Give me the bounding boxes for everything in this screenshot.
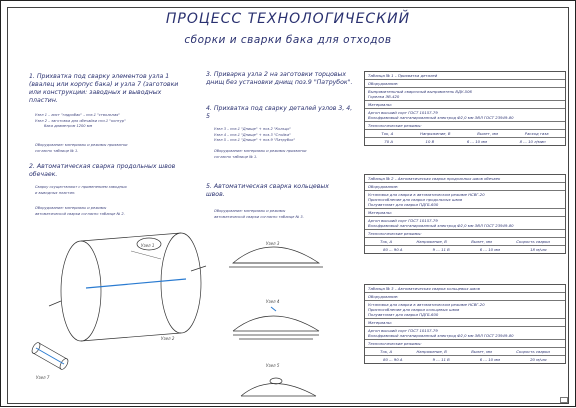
val: 18 м/час bbox=[530, 247, 547, 252]
table3-title: Таблица № 3 – Автоматическая сварка кольцевых швов bbox=[365, 285, 565, 293]
table1-mat: Аргон высший сорт ГОСТ 10157-79 Вольфрамовый лантанированный электрод Ф2,0 мм ЭВЛ ГОСТ 23949-80 bbox=[365, 109, 565, 122]
table2-mat-heading: Материалы: bbox=[365, 209, 565, 217]
tank-cylinder-drawing bbox=[49, 233, 206, 341]
table3-mat-heading: Материалы: bbox=[365, 319, 565, 327]
table2-mat: Аргон высший сорт ГОСТ 10157-79 Вольфрамовый лантанированный электрод Ф2,0 мм ЭВЛ ГОСТ 23949-80 bbox=[365, 217, 565, 230]
table1 bbox=[364, 71, 566, 146]
val: 6 ... 10 мм bbox=[479, 357, 501, 362]
label-node4: Узел 4 bbox=[266, 299, 280, 304]
val: 20 м/час bbox=[530, 357, 547, 362]
col: Напряжение, В bbox=[420, 131, 451, 136]
table3-equip: Установка для сварки в автоматическом режиме НСВГ-20 Приспособление для сварки кольцевых швов Полуавтомат для сварки ПДГБ-600 bbox=[365, 301, 565, 319]
col: Расход газа bbox=[524, 131, 549, 136]
table3-equip-heading: Оборудование: bbox=[365, 293, 565, 301]
col: Ток, А bbox=[380, 349, 393, 354]
val: 80 ... 90 А bbox=[383, 247, 403, 252]
section1-details: Узел 1 – лист "гидробак" – поз.1 "ствольная" Узел 2 – заготовка для обечайки поз.1 "контур" бака диаметром 1200 мм bbox=[35, 113, 126, 128]
label-node2: Узел 2 bbox=[161, 336, 175, 341]
val: 10 В bbox=[425, 139, 435, 144]
col: Скорость сварки bbox=[516, 349, 550, 354]
page-title: ПРОЦЕСС ТЕХНОЛОГИЧЕСКИЙ bbox=[165, 11, 411, 27]
table2 bbox=[364, 174, 566, 254]
table2-cols bbox=[365, 238, 565, 246]
table1-equip-heading: Оборудование: bbox=[365, 80, 565, 88]
table2-mode-heading: Технологические режимы: bbox=[365, 230, 565, 238]
table2-equip: Установка для сварки в автоматическом режиме НСВГ-20 Приспособление для сварки продольных швов Полуавтомат для сварки ПДГБ-600 bbox=[365, 191, 565, 209]
col: Ток, А bbox=[380, 239, 393, 244]
table1-mat-heading: Материалы: bbox=[365, 101, 565, 109]
section5-heading: 5. Автоматическая сварка кольцевых швов. bbox=[206, 183, 329, 198]
col: Вылет, мм bbox=[471, 239, 492, 244]
section4-details: Узел 3 – поз.1 "Днище" + поз.2 "Кольцо" Узел 4 – поз.1 "Днище" + поз.3 "Стойка" Узел 5 – поз.1 "Днище" + поз.9 "Патрубок" bbox=[214, 127, 296, 142]
section3-heading: 3. Приварка узла 2 на заготовки торцовых днищ без установки днищ поз.9 "Патрубок". bbox=[206, 71, 353, 86]
corner-stamp bbox=[560, 397, 568, 403]
section4-heading: 4. Прихватка под сварку деталей узлов 3, 4, 5 bbox=[206, 105, 353, 120]
table2-equip-heading: Оборудование: bbox=[365, 183, 565, 191]
table1-vals bbox=[365, 138, 565, 145]
table2-title: Таблица № 2 – Автоматическая сварка продольных швов обечаек bbox=[365, 175, 565, 183]
table1-mode-heading: Технологические режимы: bbox=[365, 122, 565, 130]
col: Вылет, мм bbox=[471, 349, 492, 354]
val: 6 ... 10 мм bbox=[479, 247, 501, 252]
val: 70 А bbox=[384, 139, 393, 144]
section1-heading: 1. Прихватка под сварку элементов узла 1 (ввалец или корпус бака) и узла 7 (заготовки или конструкции: заводных и выводных пластин. bbox=[29, 73, 179, 104]
col: Ток, А bbox=[381, 131, 394, 136]
val: 6 ... 10 мм bbox=[466, 139, 488, 144]
section1-notes: Оборудование: материалы и режимы прихватки согласно таблице № 1. bbox=[35, 143, 128, 153]
table3-mat: Аргон высший сорт ГОСТ 10157-79 Вольфрамовый лантанированный электрод Ф2,0 мм ЭВЛ ГОСТ 23949-80 bbox=[365, 327, 565, 340]
table1-title: Таблица № 1 – Прихватка деталей bbox=[365, 72, 565, 80]
col: Скорость сварки bbox=[516, 239, 550, 244]
page-subtitle: сборки и сварки бака для отходов bbox=[184, 34, 392, 46]
table3 bbox=[364, 284, 566, 364]
label-node3: Узел 3 bbox=[266, 241, 280, 246]
col: Напряжение, В bbox=[416, 349, 447, 354]
val: 80 ... 90 А bbox=[383, 357, 403, 362]
table3-vals bbox=[365, 356, 565, 363]
section2-heading: 2. Автоматическая сварка продольных швов обечаек. bbox=[29, 163, 176, 178]
node3-dome-drawing bbox=[229, 247, 323, 267]
val: 9 ... 11 В bbox=[432, 247, 450, 252]
val: 8 ... 10 л/мин bbox=[519, 139, 546, 144]
val: 9 ... 11 В bbox=[432, 357, 450, 362]
section4-notes: Оборудование: материалы и режимы прихватки согласно таблице № 1. bbox=[214, 149, 307, 159]
label-node7: Узел 7 bbox=[36, 375, 50, 380]
col: Вылет, мм bbox=[477, 131, 499, 136]
table1-cols bbox=[365, 130, 565, 138]
section2-details: Сварку осуществляют с применением заводных и выводных пластин. bbox=[35, 185, 127, 195]
label-node5: Узел 5 bbox=[266, 363, 280, 368]
table3-mode-heading: Технологические режимы: bbox=[365, 340, 565, 348]
col: Напряжение, В bbox=[416, 239, 447, 244]
table2-vals bbox=[365, 246, 565, 253]
table3-cols bbox=[365, 348, 565, 356]
node5-dome-drawing bbox=[241, 378, 316, 396]
table1-equip: Выпрямительный сварочный выпрямитель ВДУ-506 Горелка ЭВ-420 bbox=[365, 88, 565, 101]
label-node1: Узел 1 bbox=[141, 243, 155, 248]
node4-dome-drawing bbox=[233, 307, 319, 339]
section5-notes: Оборудование: материалы и режимы автоматической сварки согласно таблице № 3. bbox=[214, 209, 304, 219]
section2-notes: Оборудование: материалы и режимы автоматической сварки согласно таблице № 2. bbox=[35, 206, 125, 216]
node7-pipe-drawing bbox=[30, 341, 69, 370]
